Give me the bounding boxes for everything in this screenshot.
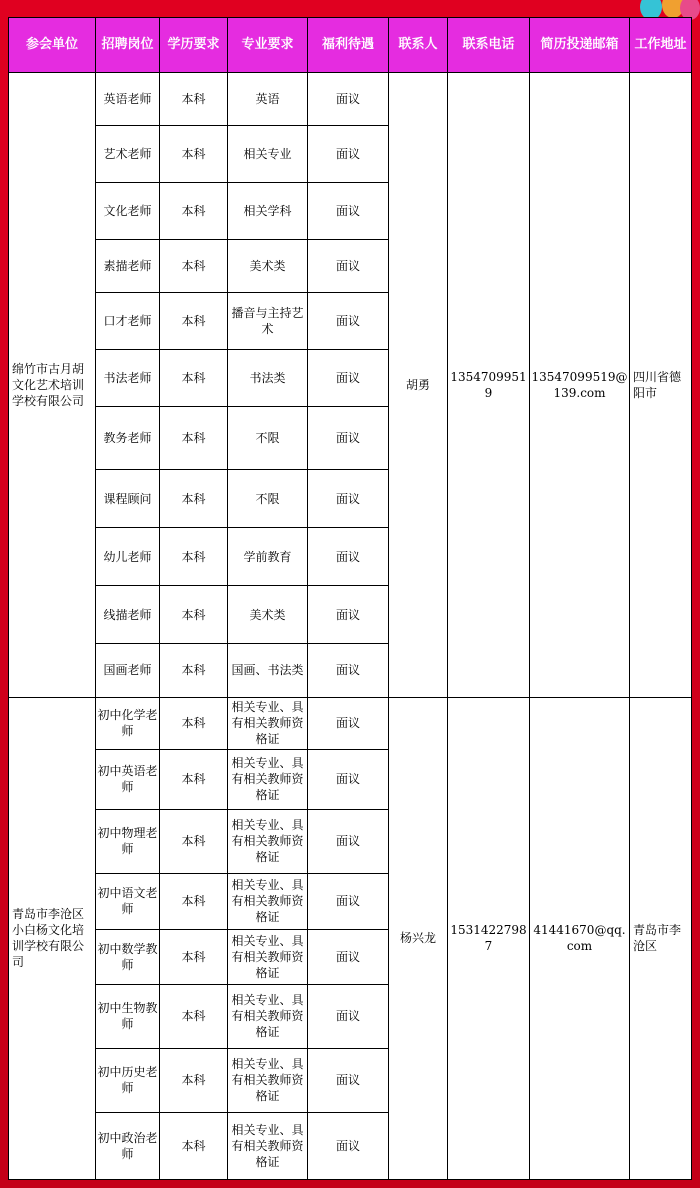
position-cell: 初中政治老师 (96, 1112, 160, 1179)
major-cell: 不限 (228, 407, 308, 470)
education-cell: 本科 (160, 873, 228, 929)
table-row (9, 73, 692, 126)
benefits-cell: 面议 (308, 1048, 389, 1112)
header-org: 参会单位 (9, 18, 96, 73)
benefits-cell: 面议 (308, 470, 389, 528)
position-cell: 初中生物教师 (96, 984, 160, 1048)
benefits-cell: 面议 (308, 929, 389, 984)
position-cell: 素描老师 (96, 240, 160, 293)
benefits-cell: 面议 (308, 240, 389, 293)
education-cell: 本科 (160, 293, 228, 350)
header-position: 招聘岗位 (96, 18, 160, 73)
benefits-cell: 面议 (308, 697, 389, 749)
major-cell: 国画、书法类 (228, 644, 308, 697)
position-cell: 初中数学教师 (96, 929, 160, 984)
major-cell: 英语 (228, 73, 308, 126)
benefits-cell: 面议 (308, 126, 389, 183)
position-cell: 幼儿老师 (96, 528, 160, 586)
benefits-cell: 面议 (308, 749, 389, 809)
education-cell: 本科 (160, 984, 228, 1048)
major-cell: 相关专业 (228, 126, 308, 183)
major-cell: 相关专业、具有相关教师资格证 (228, 929, 308, 984)
education-cell: 本科 (160, 73, 228, 126)
address-cell: 四川省德阳市 (630, 73, 692, 698)
major-cell: 美术类 (228, 586, 308, 644)
contact-cell: 胡勇 (389, 73, 448, 698)
benefits-cell: 面议 (308, 586, 389, 644)
header-major: 专业要求 (228, 18, 308, 73)
benefits-cell: 面议 (308, 407, 389, 470)
position-cell: 初中历史老师 (96, 1048, 160, 1112)
address-cell: 青岛市李沧区 (630, 697, 692, 1179)
major-cell: 相关专业、具有相关教师资格证 (228, 697, 308, 749)
education-cell: 本科 (160, 528, 228, 586)
major-cell: 相关专业、具有相关教师资格证 (228, 873, 308, 929)
major-cell: 相关专业、具有相关教师资格证 (228, 1048, 308, 1112)
position-cell: 教务老师 (96, 407, 160, 470)
table-body (9, 73, 692, 1180)
education-cell: 本科 (160, 240, 228, 293)
major-cell: 相关学科 (228, 183, 308, 240)
header-education: 学历要求 (160, 18, 228, 73)
education-cell: 本科 (160, 749, 228, 809)
contact-cell: 杨兴龙 (389, 697, 448, 1179)
benefits-cell: 面议 (308, 293, 389, 350)
major-cell: 相关专业、具有相关教师资格证 (228, 809, 308, 873)
major-cell: 美术类 (228, 240, 308, 293)
position-cell: 国画老师 (96, 644, 160, 697)
benefits-cell: 面议 (308, 809, 389, 873)
education-cell: 本科 (160, 183, 228, 240)
header-contact: 联系人 (389, 18, 448, 73)
major-cell: 不限 (228, 470, 308, 528)
benefits-cell: 面议 (308, 1112, 389, 1179)
position-cell: 初中英语老师 (96, 749, 160, 809)
major-cell: 相关专业、具有相关教师资格证 (228, 1112, 308, 1179)
position-cell: 初中物理老师 (96, 809, 160, 873)
org-cell: 绵竹市古月胡文化艺术培训学校有限公司 (9, 73, 96, 698)
position-cell: 初中化学老师 (96, 697, 160, 749)
table-header-row (9, 18, 692, 73)
header-benefits: 福利待遇 (308, 18, 389, 73)
position-cell: 初中语文老师 (96, 873, 160, 929)
major-cell: 相关专业、具有相关教师资格证 (228, 984, 308, 1048)
phone-cell: 13547099519 (448, 73, 530, 698)
benefits-cell: 面议 (308, 984, 389, 1048)
education-cell: 本科 (160, 697, 228, 749)
header-address: 工作地址 (630, 18, 692, 73)
benefits-cell: 面议 (308, 183, 389, 240)
position-cell: 英语老师 (96, 73, 160, 126)
education-cell: 本科 (160, 1048, 228, 1112)
position-cell: 艺术老师 (96, 126, 160, 183)
education-cell: 本科 (160, 350, 228, 407)
education-cell: 本科 (160, 407, 228, 470)
recruitment-table (8, 17, 692, 1180)
education-cell: 本科 (160, 1112, 228, 1179)
major-cell: 相关专业、具有相关教师资格证 (228, 749, 308, 809)
major-cell: 学前教育 (228, 528, 308, 586)
phone-cell: 15314227987 (448, 697, 530, 1179)
benefits-cell: 面议 (308, 528, 389, 586)
header-email: 简历投递邮箱 (530, 18, 630, 73)
position-cell: 文化老师 (96, 183, 160, 240)
position-cell: 课程顾问 (96, 470, 160, 528)
major-cell: 书法类 (228, 350, 308, 407)
position-cell: 口才老师 (96, 293, 160, 350)
education-cell: 本科 (160, 644, 228, 697)
education-cell: 本科 (160, 809, 228, 873)
email-cell: 41441670@qq.com (530, 697, 630, 1179)
benefits-cell: 面议 (308, 873, 389, 929)
education-cell: 本科 (160, 929, 228, 984)
benefits-cell: 面议 (308, 644, 389, 697)
recruitment-table-sheet (8, 17, 691, 1180)
position-cell: 线描老师 (96, 586, 160, 644)
org-cell: 青岛市李沧区小白杨文化培训学校有限公司 (9, 697, 96, 1179)
benefits-cell: 面议 (308, 350, 389, 407)
benefits-cell: 面议 (308, 73, 389, 126)
position-cell: 书法老师 (96, 350, 160, 407)
education-cell: 本科 (160, 126, 228, 183)
email-cell: 13547099519@139.com (530, 73, 630, 698)
education-cell: 本科 (160, 470, 228, 528)
table-row (9, 697, 692, 749)
education-cell: 本科 (160, 586, 228, 644)
major-cell: 播音与主持艺术 (228, 293, 308, 350)
header-phone: 联系电话 (448, 18, 530, 73)
